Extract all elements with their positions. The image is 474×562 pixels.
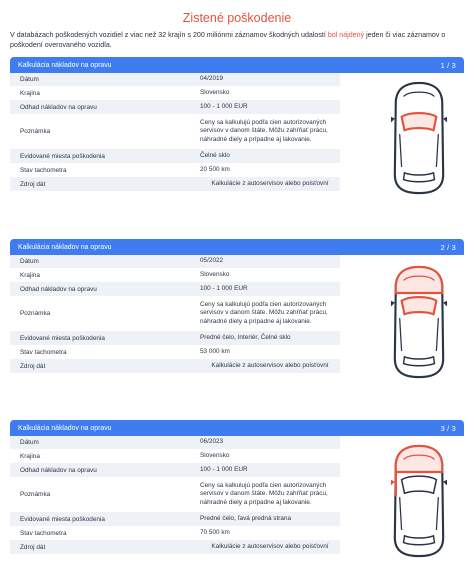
intro-highlight: bol nájdený — [327, 31, 365, 39]
record-table — [10, 255, 464, 373]
record-pager: 3 / 3 — [440, 423, 456, 433]
row-label-places: Evidované miesta poškodenia — [20, 152, 105, 160]
row-value-places: Predné čelo, Interiér, Čelné sklo — [200, 333, 291, 341]
row-label-source: Zdroj dát — [20, 362, 46, 370]
card-header — [10, 420, 464, 436]
car-top-view-front-damage-icon — [390, 263, 448, 381]
row-label-odometer: Stav tachometra — [20, 529, 67, 537]
table-row — [10, 540, 340, 554]
row-label-note: Poznámka — [20, 310, 51, 317]
row-value-places: Predné čelo, ľavá predná strana — [200, 514, 292, 522]
row-value-note: Ceny sa kalkulujú podľa cien autorizovaných servisov v danom štáte. Môžu zahŕňať prácu, náhradné diely a prípadne aj lakovanie. — [200, 119, 328, 143]
row-value-source: Kalkulácie z autoservisov alebo poisťovní — [211, 542, 329, 550]
row-label-places: Evidované miesta poškodenia — [20, 515, 105, 523]
damage-record-card-3 — [10, 420, 464, 554]
row-label-date: Dátum — [20, 439, 39, 446]
row-label-odometer: Stav tachometra — [20, 166, 67, 174]
row-value-source: Kalkulácie z autoservisov alebo poisťovní — [211, 179, 329, 187]
row-label-date: Dátum — [20, 258, 39, 265]
table-row — [10, 449, 340, 463]
table-row — [10, 86, 340, 100]
table-row — [10, 463, 340, 477]
table-row — [10, 73, 340, 86]
row-label-estimate: Odhad nákladov na opravu — [20, 103, 97, 111]
record-pager: 1 / 3 — [440, 60, 456, 70]
row-value-note: Ceny sa kalkulujú podľa cien autorizovaných servisov v danom štáte. Môžu zahŕňať prácu, náhradné diely a prípadne aj lakovanie. — [200, 301, 328, 325]
row-value-odometer: 70 500 km — [200, 528, 230, 536]
row-value-date: 06/2023 — [200, 438, 224, 446]
row-label-country: Krajina — [20, 271, 40, 279]
table-row — [10, 100, 340, 114]
table-row — [10, 163, 340, 177]
row-label-note: Poznámka — [20, 128, 51, 135]
row-label-country: Krajina — [20, 89, 40, 97]
table-row — [10, 512, 340, 526]
table-row — [10, 149, 340, 163]
card-title: Kalkulácia nákladov na opravu — [18, 424, 112, 432]
row-value-note: Ceny sa kalkulujú podľa cien autorizovaných servisov v danom štáte. Môžu zahŕňať prácu, náhradné diely a prípadne aj lakovanie. — [200, 482, 328, 506]
damage-record-card-1 — [10, 57, 464, 191]
table-row — [10, 177, 340, 191]
row-label-odometer: Stav tachometra — [20, 348, 67, 356]
row-label-places: Evidované miesta poškodenia — [20, 334, 105, 342]
row-value-date: 04/2019 — [200, 75, 224, 83]
row-label-country: Krajina — [20, 452, 40, 460]
row-value-places: Čelné sklo — [200, 151, 230, 159]
row-value-estimate: 100 - 1 000 EUR — [200, 465, 248, 473]
row-value-odometer: 20 500 km — [200, 165, 230, 173]
table-row — [10, 114, 340, 149]
table-row — [10, 296, 340, 331]
record-table — [10, 436, 464, 554]
row-value-country: Slovensko — [200, 451, 230, 459]
row-value-country: Slovensko — [200, 88, 230, 96]
row-label-note: Poznámka — [20, 491, 51, 498]
table-row — [10, 282, 340, 296]
row-value-source: Kalkulácie z autoservisov alebo poisťovní — [211, 361, 329, 369]
row-label-estimate: Odhad nákladov na opravu — [20, 466, 97, 474]
card-header — [10, 239, 464, 255]
row-label-source: Zdroj dát — [20, 543, 46, 551]
row-label-source: Zdroj dát — [20, 180, 46, 188]
card-header — [10, 57, 464, 73]
row-value-estimate: 100 - 1 000 EUR — [200, 102, 248, 110]
row-value-odometer: 53 000 km — [200, 347, 230, 355]
intro-text — [10, 30, 464, 50]
car-top-view-windshield-damage-icon — [390, 79, 448, 197]
table-row — [10, 359, 340, 373]
car-top-view-front-left-damage-icon — [390, 442, 448, 560]
table-row — [10, 268, 340, 282]
card-title: Kalkulácia nákladov na opravu — [18, 61, 112, 69]
table-row — [10, 345, 340, 359]
table-row — [10, 477, 340, 512]
intro-text-start: V databázach poškodených vozidiel z viac než 32 krajín s 200 miliónmi záznamov škodných udalostí — [10, 31, 328, 39]
table-row — [10, 526, 340, 540]
record-pager: 2 / 3 — [440, 242, 456, 252]
intro-text-end: jeden či viac záznamov o poškodení overovaného vozidla. — [10, 31, 446, 49]
row-value-country: Slovensko — [200, 270, 230, 278]
row-label-date: Dátum — [20, 76, 39, 83]
row-label-estimate: Odhad nákladov na opravu — [20, 285, 97, 293]
table-row — [10, 255, 340, 268]
damage-record-card-2 — [10, 239, 464, 373]
page-title: Zistené poškodenie — [182, 11, 292, 25]
table-row — [10, 436, 340, 449]
row-value-date: 05/2022 — [200, 257, 224, 265]
card-title: Kalkulácia nákladov na opravu — [18, 243, 112, 251]
record-table — [10, 73, 464, 191]
row-value-estimate: 100 - 1 000 EUR — [200, 284, 248, 292]
table-row — [10, 331, 340, 345]
